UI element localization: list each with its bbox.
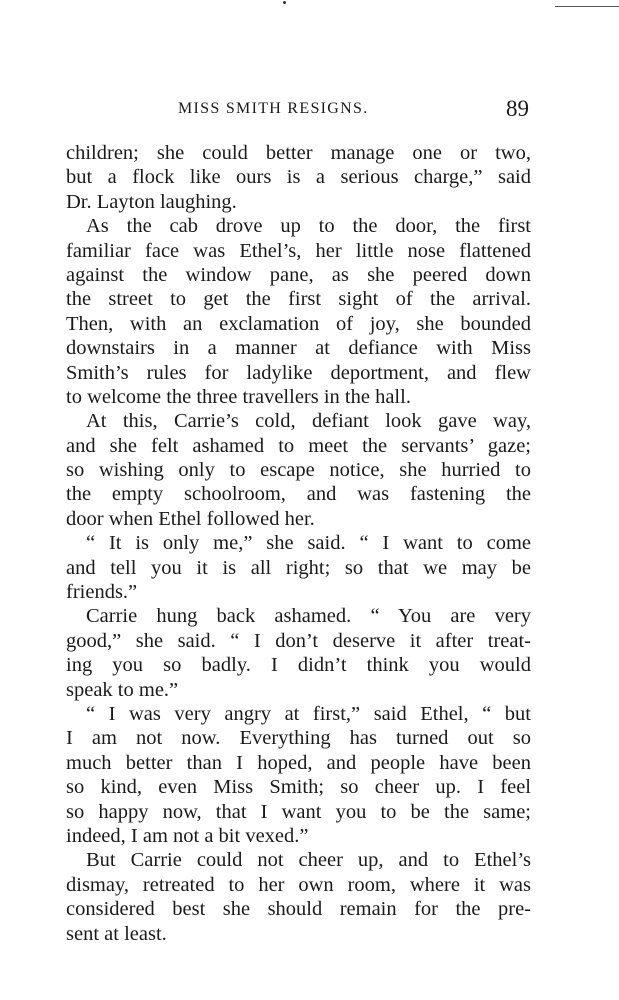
text-line: dismay, retreated to her own room, where it was [66, 873, 531, 896]
text-line: so kind, even Miss Smith; so cheer up. I feel [66, 776, 531, 799]
text-line: As the cab drove up to the door, the first [86, 215, 531, 238]
text-line: and tell you it is all right; so that we may be [66, 556, 531, 579]
text-line: but a flock like ours is a serious charge,” said [66, 166, 531, 189]
text-line: speak to me.” [66, 678, 179, 701]
text-line: ing you so badly. I didn’t think you would [66, 654, 531, 677]
text-line: familiar face was Ethel’s, her little nose flattened [66, 239, 531, 262]
text-line: “ I was very angry at first,” said Ethel, “ but [86, 702, 531, 725]
text-line: to welcome the three travellers in the hall. [66, 385, 411, 408]
text-line: so wishing only to escape notice, she hurried to [66, 459, 531, 482]
running-title: MISS SMITH RESIGNS. [178, 100, 369, 117]
text-line: against the window pane, as she peered down [66, 263, 531, 286]
text-line: children; she could better manage one or two, [66, 142, 531, 164]
scan-speck [283, 1, 286, 4]
running-header [66, 96, 531, 126]
text-line: much better than I hoped, and people have been [66, 751, 531, 774]
text-line: “ It is only me,” she said. “ I want to come [86, 532, 531, 555]
text-line: Then, with an exclamation of joy, she bounded [66, 312, 531, 335]
text-line: At this, Carrie’s cold, defiant look gave way, [86, 410, 531, 433]
page-number: 89 [506, 96, 529, 121]
text-line: indeed, I am not a bit vexed.” [66, 824, 309, 847]
text-line: I am not now. Everything has turned out so [66, 727, 531, 750]
text-line: the street to get the first sight of the arrival. [66, 288, 531, 311]
text-line: sent at least. [66, 922, 167, 945]
text-line: door when Ethel followed her. [66, 507, 315, 530]
text-line: Carrie hung back ashamed. “ You are very [86, 605, 531, 628]
scan-edge-line [555, 6, 619, 7]
text-line: so happy now, that I want you to be the same; [66, 800, 531, 823]
text-line: But Carrie could not cheer up, and to Ethel’s [86, 849, 531, 872]
body-text [66, 141, 531, 946]
text-line: and she felt ashamed to meet the servants’ gaze; [66, 434, 531, 457]
text-line: considered best she should remain for the pre- [66, 898, 531, 921]
text-line: the empty schoolroom, and was fastening the [66, 483, 531, 506]
text-line: Smith’s rules for ladylike deportment, and flew [66, 361, 531, 384]
text-line: downstairs in a manner at defiance with Miss [66, 337, 531, 360]
text-line: friends.” [66, 581, 138, 604]
text-line: Dr. Layton laughing. [66, 190, 237, 213]
text-line: good,” she said. “ I don’t deserve it after treat- [66, 629, 531, 652]
